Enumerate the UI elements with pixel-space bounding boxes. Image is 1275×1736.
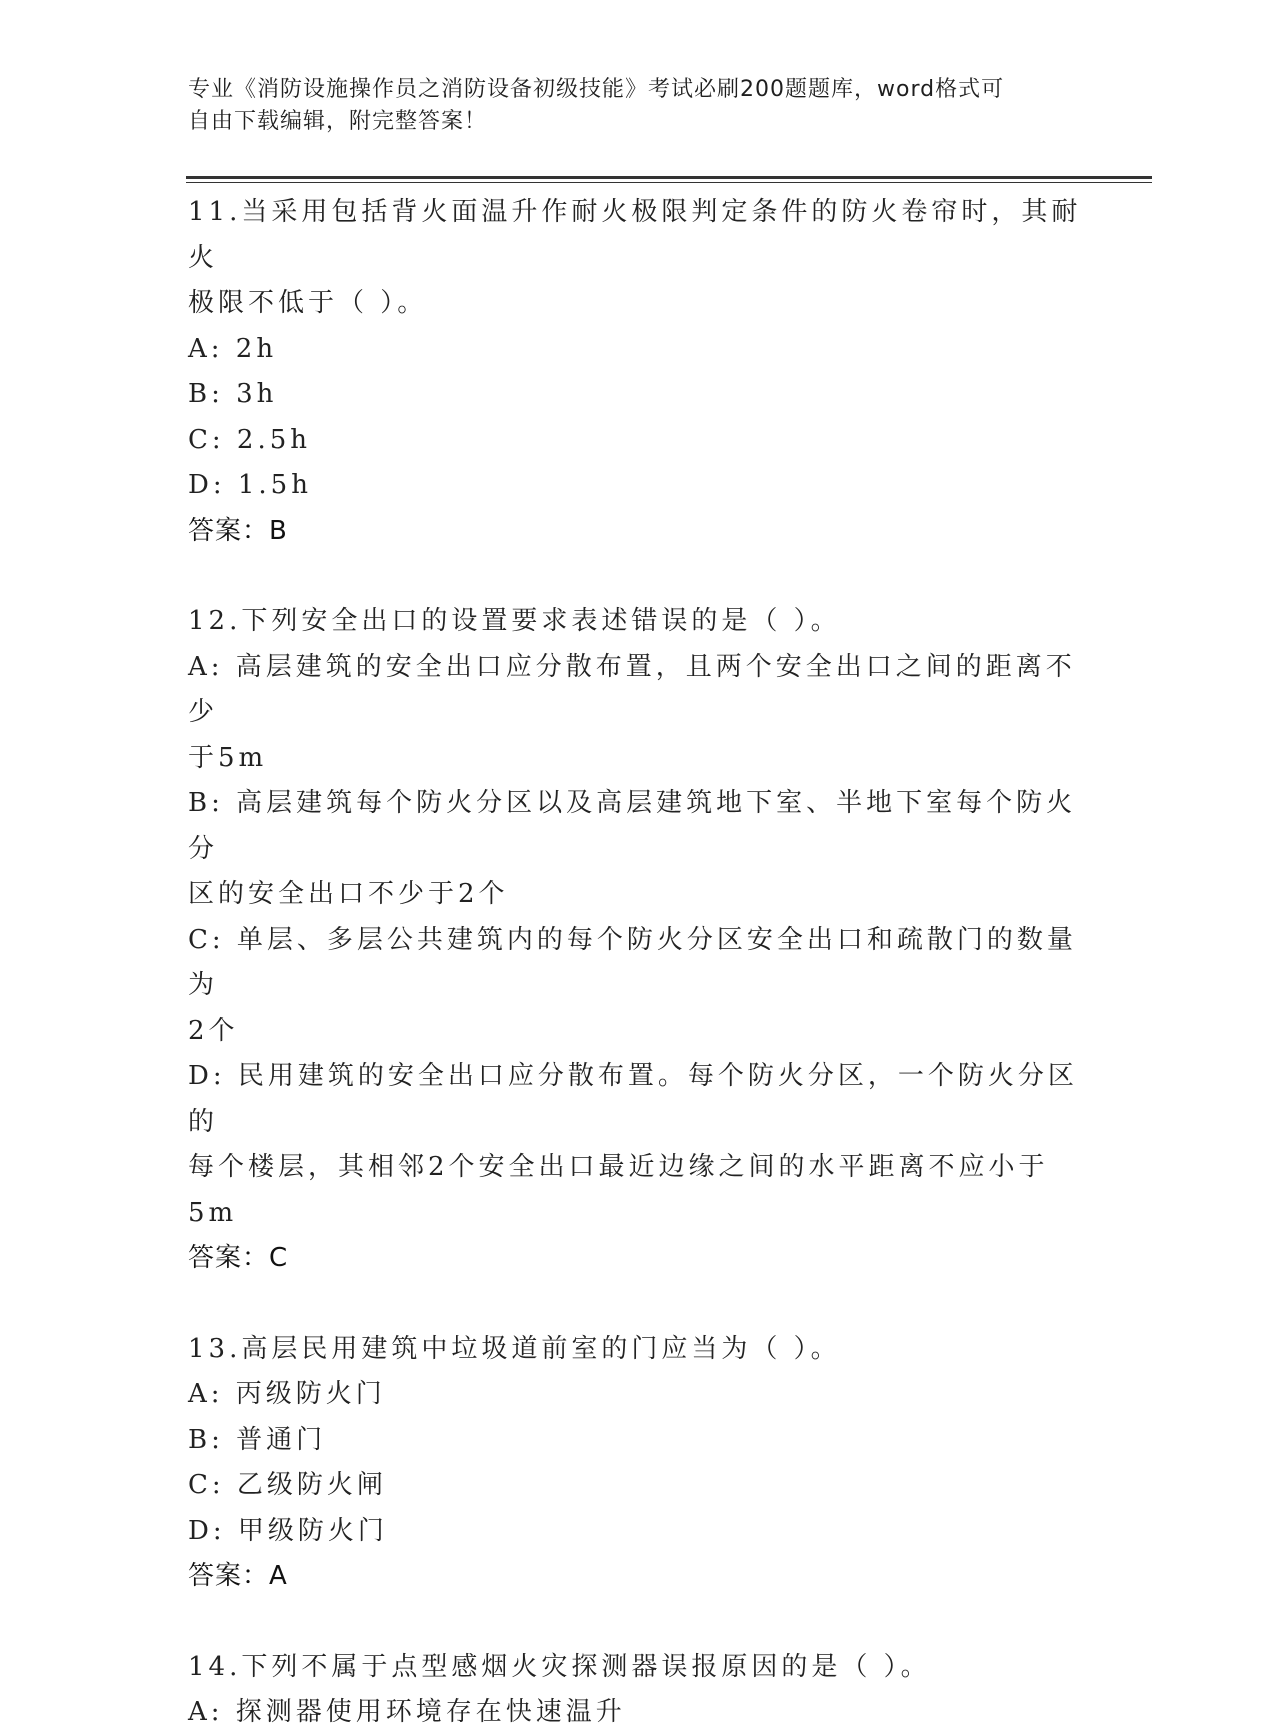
header-divider-thick <box>186 176 1152 179</box>
option-b: B: 3h <box>188 379 278 409</box>
option-a: A: 探测器使用环境存在快速温升 <box>188 1697 626 1727</box>
question-13 <box>188 1327 1088 1600</box>
document-header <box>188 74 1068 138</box>
header-line-1: 专业《消防设施操作员之消防设备初级技能》考试必刷200题题库，word格式可 <box>188 77 1005 102</box>
header-divider-thin <box>186 182 1152 183</box>
question-stem-continued: 极限不低于（ ）。 <box>188 288 428 318</box>
answer-label: 答案：A <box>188 1561 288 1591</box>
option-b: B: 高层建筑每个防火分区以及高层建筑地下室、半地下室每个防火分 <box>188 788 1077 864</box>
option-c: C: 2.5h <box>188 424 312 455</box>
answer-label: 答案：C <box>188 1243 289 1273</box>
option-a-continued: 于5m <box>188 742 268 773</box>
question-list <box>188 190 1088 1736</box>
option-d: D: 甲级防火门 <box>188 1515 388 1546</box>
question-stem: 14.下列不属于点型感烟火灾探测器误报原因的是（ ）。 <box>188 1651 931 1682</box>
question-11 <box>188 190 1088 554</box>
question-spacer <box>188 1600 1088 1645</box>
option-a: A: 2h <box>188 333 278 364</box>
question-spacer <box>188 554 1088 599</box>
answer-label: 答案：B <box>188 515 288 546</box>
question-12 <box>188 599 1088 1282</box>
option-c: C: 单层、多层公共建筑内的每个防火分区安全出口和疏散门的数量为 <box>188 924 1077 1000</box>
option-a: A: 高层建筑的安全出口应分散布置，且两个安全出口之间的距离不少 <box>188 651 1076 727</box>
option-a: A: 丙级防火门 <box>188 1379 386 1409</box>
option-b-continued: 区的安全出口不少于2个 <box>188 879 509 909</box>
option-d: D: 1.5h <box>188 470 312 500</box>
option-d: D: 民用建筑的安全出口应分散布置。每个防火分区，一个防火分区的 <box>188 1061 1078 1137</box>
question-14 <box>188 1645 1088 1736</box>
question-stem: 13.高层民用建筑中垃圾道前室的门应当为（ ）。 <box>188 1333 841 1364</box>
option-b: B: 普通门 <box>188 1424 327 1455</box>
option-c-continued: 2个 <box>188 1015 239 1046</box>
question-spacer <box>188 1282 1088 1327</box>
header-line-2: 自由下载编辑，附完整答案！ <box>188 109 488 134</box>
option-d-continued: 每个楼层，其相邻2个安全出口最近边缘之间的水平距离不应小于5m <box>188 1152 1049 1228</box>
option-c: C: 乙级防火闸 <box>188 1470 387 1500</box>
question-stem: 12.下列安全出口的设置要求表述错误的是（ ）。 <box>188 606 841 636</box>
question-stem: 11.当采用包括背火面温升作耐火极限判定条件的防火卷帘时，其耐火 <box>188 197 1082 273</box>
